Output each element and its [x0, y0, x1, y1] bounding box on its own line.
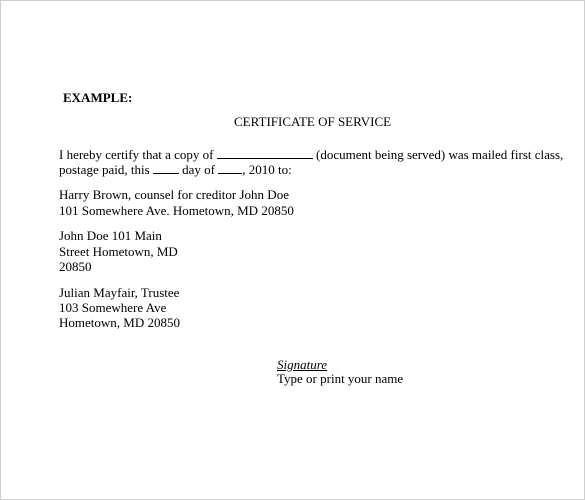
recipient-3-line-1: Julian Mayfair, Trustee	[59, 285, 180, 300]
recipient-2-line-1: John Doe 101 Main	[59, 228, 162, 243]
signature-label: Signature	[277, 357, 328, 372]
certify-text-3: postage paid, this	[59, 162, 150, 177]
certify-text-5: , 2010 to:	[242, 162, 292, 177]
recipient-1-line-1: Harry Brown, counsel for creditor John Doe	[59, 187, 289, 202]
recipient-2-line-2: Street Hometown, MD	[59, 244, 178, 259]
document-blank	[217, 147, 313, 159]
certify-text-2: (document being served) was mailed first class,	[315, 147, 564, 162]
certify-text-1: I hereby certify that a copy of	[59, 147, 214, 162]
document-title: CERTIFICATE OF SERVICE	[234, 114, 392, 129]
day-blank	[153, 162, 179, 174]
certify-text-4: day of	[182, 162, 215, 177]
signature-instruction: Type or print your name	[277, 371, 404, 386]
certify-line-1	[59, 147, 563, 163]
month-blank	[218, 162, 242, 174]
recipient-3-line-2: 103 Somewhere Ave	[59, 300, 167, 315]
recipient-2-line-3: 20850	[59, 259, 92, 274]
recipient-3-line-3: Hometown, MD 20850	[59, 315, 180, 330]
certify-line-2	[59, 162, 292, 178]
recipient-1-line-2: 101 Somewhere Ave. Hometown, MD 20850	[59, 203, 294, 218]
example-heading: EXAMPLE:	[63, 90, 133, 105]
